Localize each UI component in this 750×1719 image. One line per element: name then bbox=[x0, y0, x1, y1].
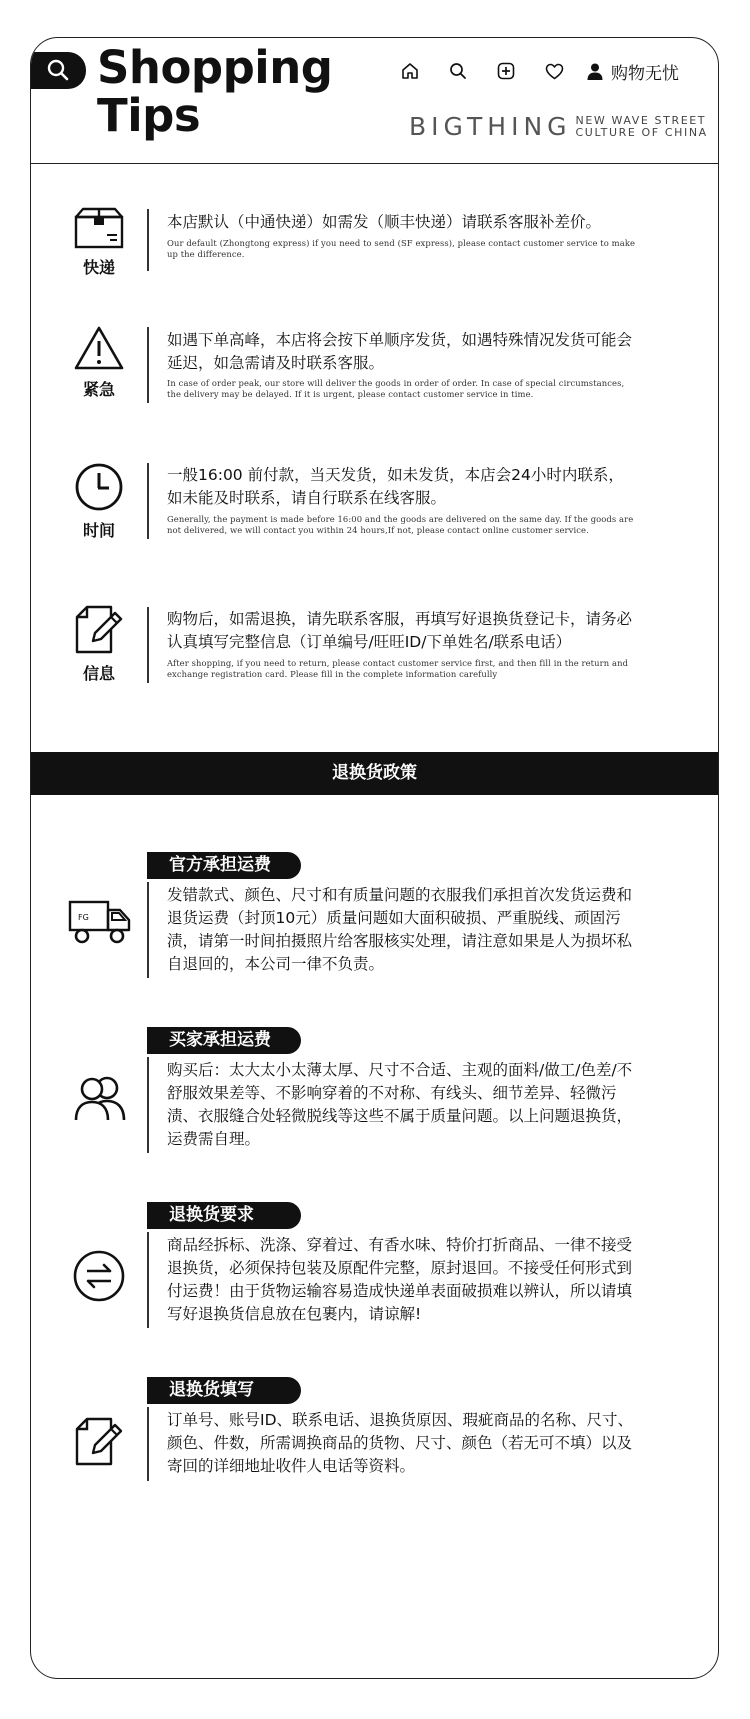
home-button[interactable] bbox=[399, 60, 421, 82]
tip-text-en: After shopping, if you need to return, please contact customer service first, and then fill in the return and exchange registration card. Please fill in the complete information carefully bbox=[167, 658, 629, 679]
tip-icon-wrap bbox=[69, 207, 129, 278]
favorite-button[interactable] bbox=[543, 60, 565, 82]
exchange-icon bbox=[72, 1249, 126, 1303]
policy-icon-wrap bbox=[73, 1417, 125, 1471]
page-frame bbox=[30, 37, 719, 1679]
heart-icon bbox=[545, 63, 564, 80]
search-icon bbox=[47, 59, 69, 81]
tip-text-zh: 本店默认（中通快递）如需发（顺丰快递）请联系客服补差价。 bbox=[167, 213, 602, 231]
package-icon bbox=[73, 207, 125, 249]
search-button[interactable] bbox=[30, 52, 86, 89]
page-title bbox=[97, 41, 333, 142]
search-icon bbox=[449, 62, 467, 80]
add-button[interactable] bbox=[495, 60, 517, 82]
policy-icon-wrap bbox=[67, 898, 133, 950]
divider bbox=[147, 882, 149, 978]
brand-tagline-line-2: CULTURE OF CHINA bbox=[575, 125, 708, 139]
tip-icon-wrap bbox=[69, 325, 129, 400]
divider bbox=[147, 327, 149, 403]
tip-text-en: In case of order peak, our store will deliver the goods in order of order. In case of special circumstances, the delivery may be delayed. If it is urgent, please contact customer service in time. bbox=[167, 378, 625, 399]
edit-icon bbox=[73, 605, 125, 655]
nav-search-button[interactable] bbox=[447, 60, 469, 82]
plus-square-icon bbox=[497, 62, 515, 80]
tip-text-zh: 如遇下单高峰，本店将会按下单顺序发货，如遇特殊情况发货可能会延迟，如急需请及时联系客服。 bbox=[167, 331, 633, 372]
divider bbox=[147, 1407, 149, 1481]
divider bbox=[147, 1232, 149, 1328]
tip-icon-wrap bbox=[69, 605, 129, 684]
tip-label: 紧急 bbox=[82, 380, 115, 399]
truck-label: FG bbox=[78, 913, 89, 922]
brand-name: BIGTHING bbox=[409, 112, 572, 141]
section-banner: 退换货政策 bbox=[31, 752, 718, 795]
user-icon bbox=[587, 63, 603, 80]
tip-label: 信息 bbox=[82, 664, 115, 683]
tip-text-en: Generally, the payment is made before 16:00 and the goods are delivered on the same day. If the goods are not delivered, we will contact you within 24 hours,If not, please contact online customer service. bbox=[167, 514, 634, 535]
clock-icon bbox=[74, 462, 124, 512]
policy-icon-wrap bbox=[73, 1075, 129, 1127]
tip-label: 快递 bbox=[82, 258, 115, 277]
policy-text: 商品经拆标、洗涤、穿着过、有香水味、特价打折商品、一律不接受退换货，必须保持包装及原配件完整，原封退回。不接受任何形式到付运费！由于货物运输容易造成快递单表面破损难以辨认，所以请填写好退换货信息放在包裹内，请谅解! bbox=[167, 1236, 633, 1323]
tip-text-zh: 一般16:00 前付款，当天发货，如未发货，本店会24小时内联系，如未能及时联系，请自行联系在线客服。 bbox=[167, 466, 624, 507]
tip-text-en: Our default (Zhongtong express) if you need to send (SF express), please contact customer service to make up the difference. bbox=[167, 238, 636, 259]
title-line-1: Shopping bbox=[97, 41, 333, 94]
edit-icon bbox=[73, 1417, 125, 1467]
account-label: 购物无忧 bbox=[611, 63, 679, 84]
divider bbox=[147, 463, 149, 539]
top-nav bbox=[399, 56, 679, 86]
policy-tag: 退换货要求 bbox=[147, 1202, 301, 1229]
policy-tag: 退换货填写 bbox=[147, 1377, 301, 1404]
home-icon bbox=[401, 62, 419, 80]
tip-text-zh: 购物后，如需退换，请先联系客服，再填写好退换货登记卡，请务必认真填写完整信息（订单编号/旺旺ID/下单姓名/联系电话） bbox=[167, 610, 633, 651]
policy-tag: 买家承担运费 bbox=[147, 1027, 301, 1054]
brand bbox=[409, 112, 708, 141]
policy-tag: 官方承担运费 bbox=[147, 852, 301, 879]
divider bbox=[147, 1057, 149, 1153]
brand-tagline bbox=[576, 115, 708, 139]
divider bbox=[147, 209, 149, 271]
policy-text: 订单号、账号ID、联系电话、退换货原因、瑕疵商品的名称、尺寸、颜色、件数，所需调换商品的货物、尺寸、颜色（若无可不填）以及寄回的详细地址收件人电话等资料。 bbox=[167, 1411, 634, 1475]
header bbox=[31, 38, 718, 164]
tip-icon-wrap bbox=[69, 462, 129, 541]
truck-icon bbox=[67, 898, 133, 946]
policy-text: 发错款式、颜色、尺寸和有质量问题的衣服我们承担首次发货运费和退货运费（封顶10元）质量问题如大面积破损、严重脱线、顽固污渍，请第一时间拍摄照片给客服核实处理，请注意如果是人为损坏私自退回的，本公司一律不负责。 bbox=[167, 886, 633, 973]
warning-icon bbox=[73, 325, 125, 371]
policy-text: 购买后：太大太小太薄太厚、尺寸不合适、主观的面料/做工/色差/不舒服效果差等、不影响穿着的不对称、有线头、细节差异、轻微污渍、衣服缝合处轻微脱线等这些不属于质量问题。以上问题退换货，运费需自理。 bbox=[167, 1061, 633, 1148]
account-link[interactable] bbox=[587, 59, 679, 84]
tip-label: 时间 bbox=[82, 521, 115, 540]
brand-tagline-line-1: NEW WAVE STREET bbox=[575, 113, 707, 127]
users-icon bbox=[73, 1075, 129, 1123]
policy-icon-wrap bbox=[72, 1249, 126, 1307]
divider bbox=[147, 607, 149, 683]
title-line-2: Tips bbox=[97, 89, 201, 142]
